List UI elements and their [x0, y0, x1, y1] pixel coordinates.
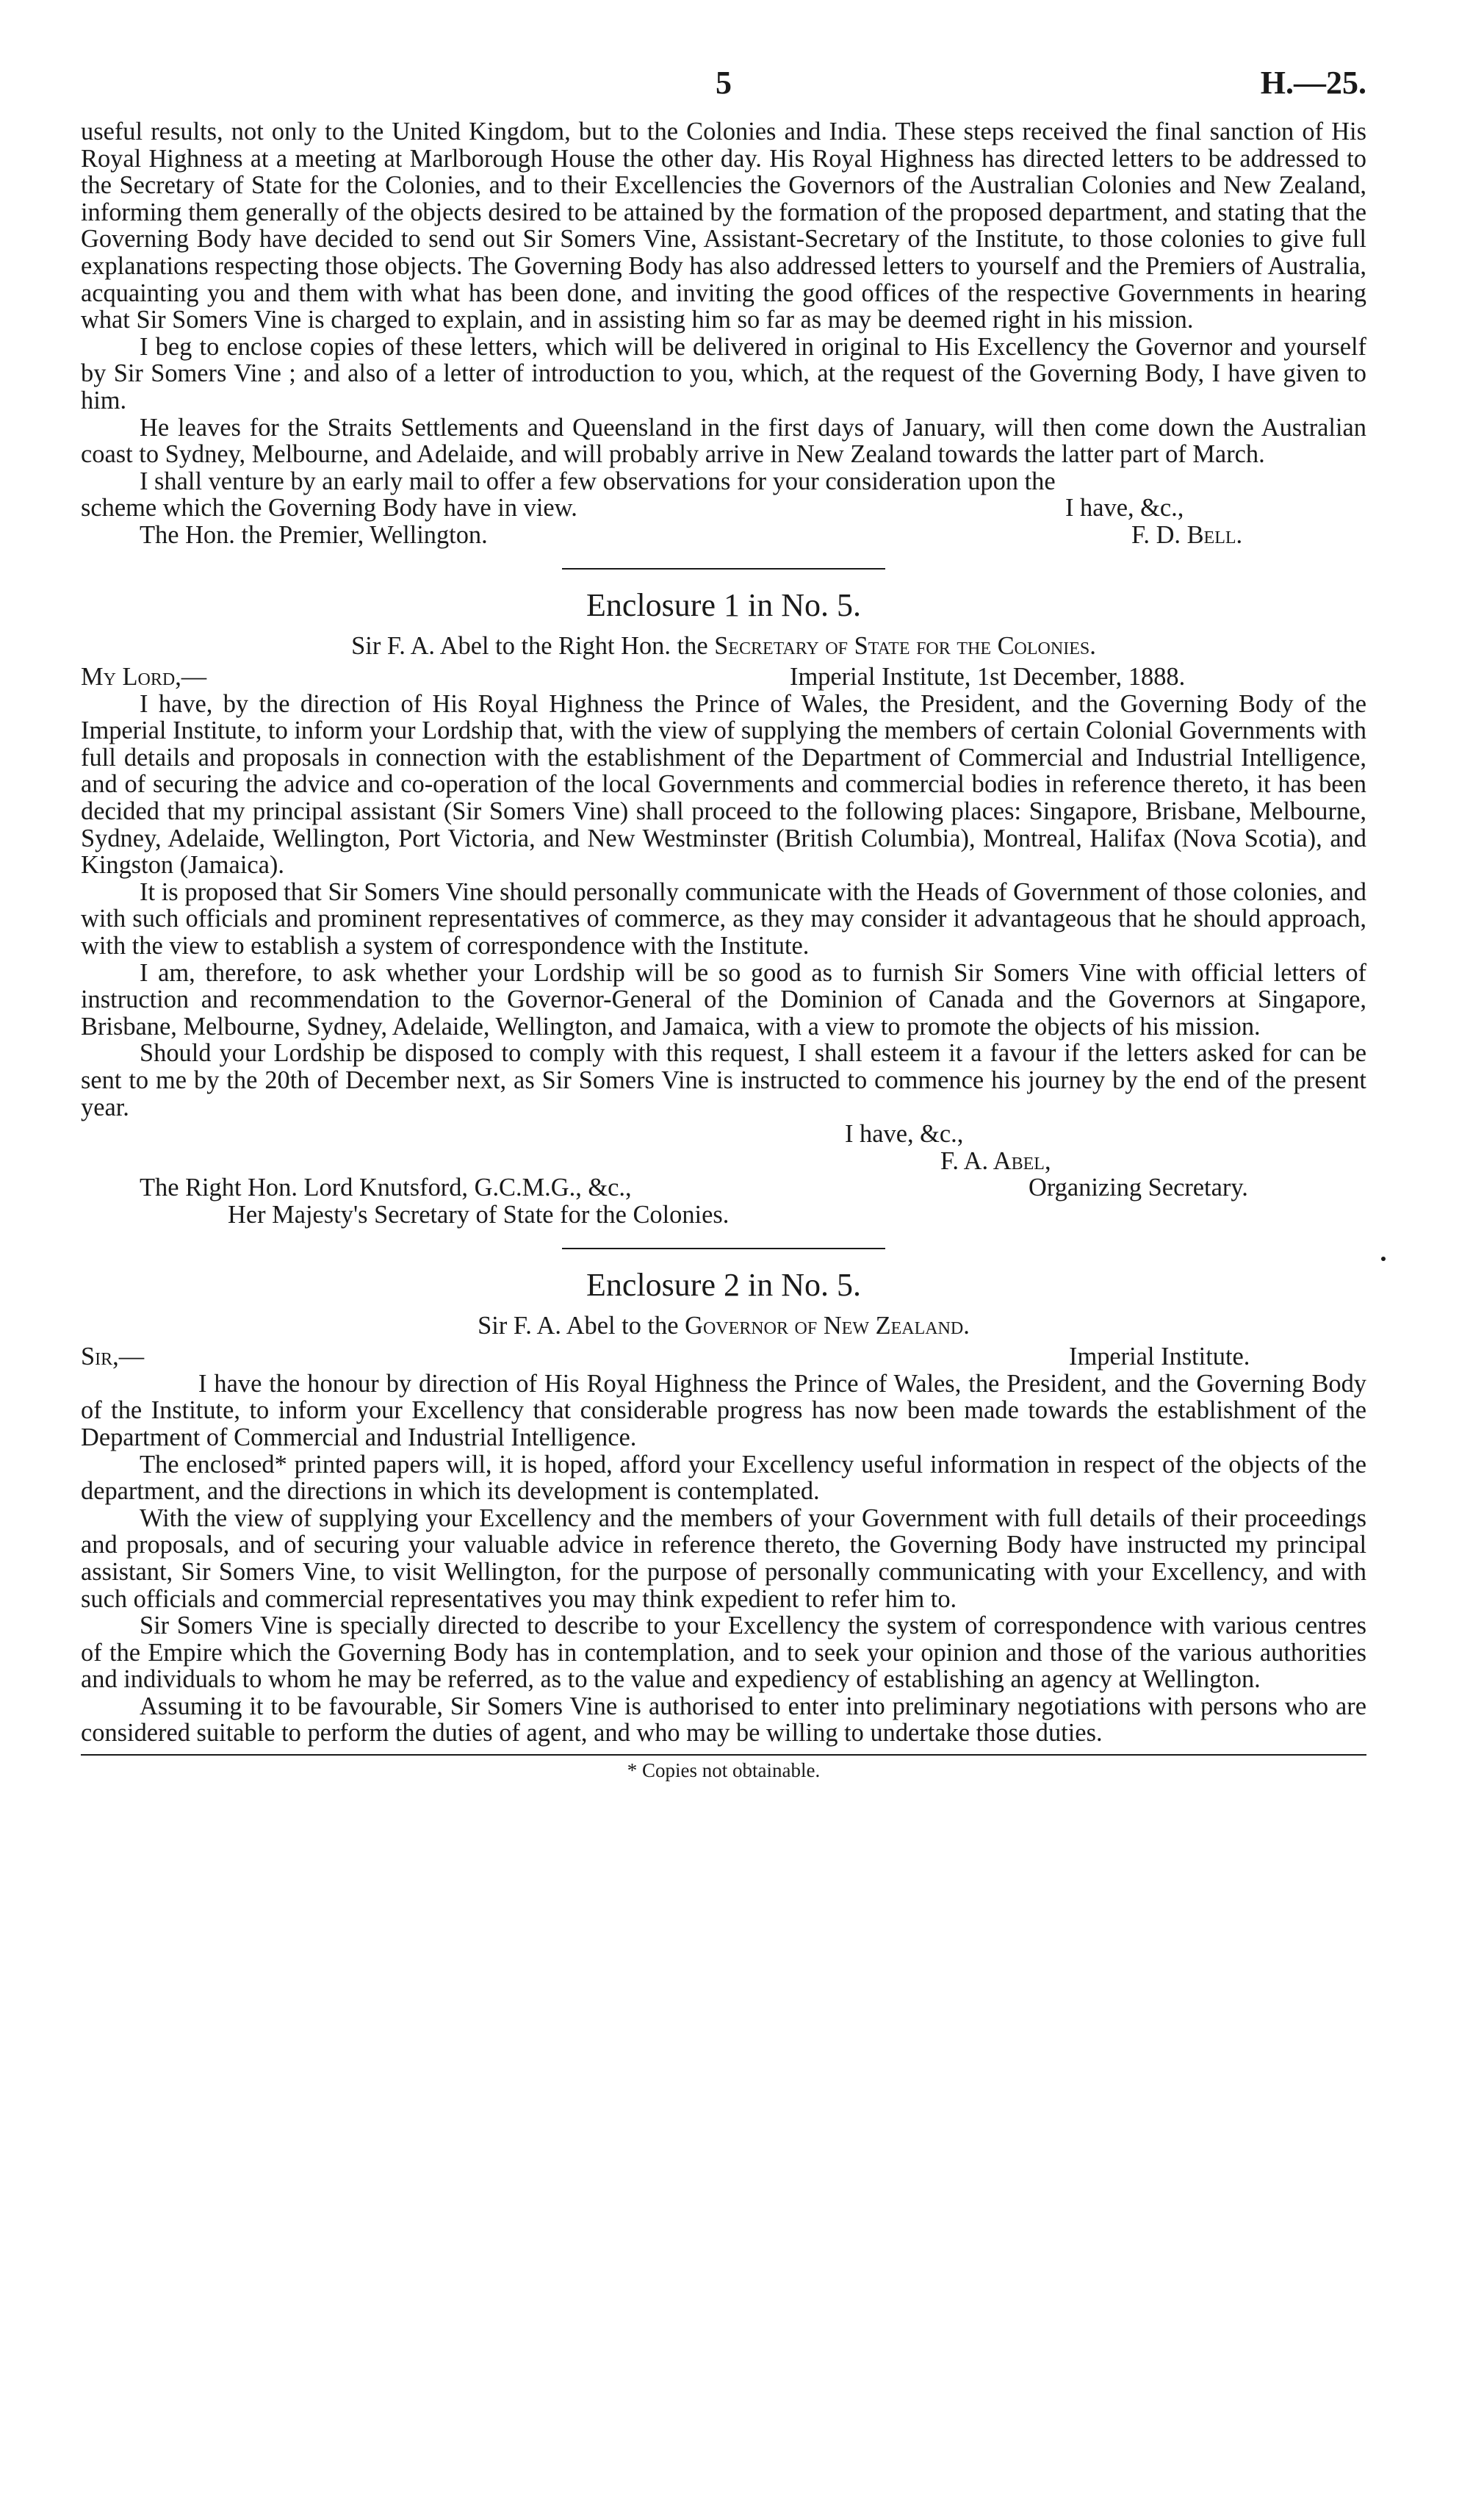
salutation-line	[81, 1343, 1366, 1371]
salutation: My Lord,—	[81, 663, 207, 692]
paragraph: I beg to enclose copies of these letters, which will be delivered in original to His Excellency the Governor and yourself by Sir Somers Vine ; and also of a letter of introduction to you, which, at the request of the Governing Body, I have given to him.	[81, 332, 1366, 414]
section-divider	[562, 568, 885, 570]
enclosure-subheading	[81, 1312, 1366, 1340]
place: Imperial Institute.	[1069, 1343, 1250, 1371]
document-reference: H.—25.	[1260, 65, 1366, 101]
paragraph: I have, by the direction of His Royal Highness the Prince of Wales, the President, and the Governing Body of the Imperial Institute, to inform your Lordship that, with the view of supplying the members of certain Colonial Governments with full details and proposals in connection with the establishment of the Department of Commercial and Industrial Intelligence, and of securing the advice and co-operation of the local Governments and commercial bodies in reference thereto, it has been decided that my principal assistant (Sir Somers Vine) shall proceed to the following places: Singapore, Brisbane, Melbourne, Sydney, Adelaide, Wellington, Port Victoria, and New Westminster (British Columbia), Montreal, Halifax (Nova Scotia), and Kingston (Jamaica).	[81, 689, 1366, 880]
paragraph: Should your Lordship be disposed to comply with this request, I shall esteem it a favour if the letters asked for can be sent to me by the 20th of December next, as Sir Somers Vine is instructed to commence his journey by the end of the present year.	[81, 1039, 1366, 1121]
closing: I have, &c.,	[845, 1120, 964, 1149]
paragraph: With the view of supplying your Excellency and the members of your Government with full details of their proceedings and proposals, and of securing your valuable advice in reference thereto, the Governing Body have instructed my principal assistant, Sir Somers Vine, to visit Wellington, for the purpose of personally communicating with your Excellency, and with such officials and commercial representatives you may think expedient to refer him to.	[81, 1504, 1366, 1613]
page-number: 5	[716, 65, 732, 101]
signature-line	[81, 1148, 1366, 1175]
signatory-title: Organizing Secretary.	[1029, 1174, 1248, 1202]
section-divider	[562, 1248, 885, 1249]
signature: F. D. Bell.	[1131, 520, 1243, 549]
sender: Sir F. A. Abel to the Right Hon. the	[351, 631, 708, 660]
paragraph: I have the honour by direction of His Royal Highness the Prince of Wales, the President, and the Governing Body of the Institute, to inform your Excellency that considerable progress has now been made towards the establishment of the Department of Commercial and Industrial Intelligence.	[81, 1369, 1366, 1451]
addressee: The Hon. the Premier, Wellington.	[140, 520, 488, 549]
paragraph: Sir Somers Vine is specially directed to describe to your Excellency the system of correspondence with various centres of the Empire which the Governing Body has in contemplation, and to seek your opinion and those of the various authorities and individuals to whom he may be referred, as to the value and expediency of establishing an agency at Wellington.	[81, 1612, 1366, 1694]
closing-line	[81, 495, 1366, 522]
enclosure-heading: Enclosure 2 in No. 5.	[586, 1266, 861, 1303]
enclosure-2	[81, 1267, 1366, 1748]
signature: F. A. Abel,	[940, 1146, 1051, 1175]
place-date: Imperial Institute, 1st December, 1888.	[790, 663, 1186, 692]
paragraph: The enclosed* printed papers will, it is hoped, afford your Excellency useful information in respect of the objects of the department, and the directions in which its development is contemplated.	[81, 1450, 1366, 1506]
stray-mark	[1381, 1257, 1386, 1261]
addressee: The Right Hon. Lord Knutsford, G.C.M.G., &c.,	[140, 1174, 632, 1202]
page-header	[81, 65, 1366, 114]
addressee-line	[81, 1174, 1366, 1201]
salutation-line	[81, 664, 1366, 691]
footnote: * Copies not obtainable.	[627, 1759, 821, 1782]
addressee-title: Her Majesty's Secretary of State for the Colonies.	[228, 1200, 730, 1229]
letter-continuation	[81, 118, 1366, 549]
enclosure-subheading	[81, 633, 1366, 660]
paragraph: useful results, not only to the United Kingdom, but to the Colonies and India. These steps received the final sanction of His Royal Highness at a meeting at Marlborough House the other day. His Royal Highness has directed letters to be addressed to the Secretary of State for the Colonies, and to their Excellencies the Governors of the Australian Colonies and New Zealand, informing them generally of the objects desired to be attained by the formation of the proposed department, and stating that the Governing Body have decided to send out Sir Somers Vine, Assistant-Secretary of the Institute, to those colonies to give full explanations respecting those objects. The Governing Body has also addressed letters to yourself and the Premiers of Australia, acquainting you and them with what has been done, and inviting the good offices of the respective Governments in hearing what Sir Somers Vine is charged to explain, and in assisting him so far as may be deemed right in his mission.	[81, 118, 1366, 334]
paragraph: Assuming it to be favourable, Sir Somers Vine is authorised to enter into preliminary negotiations with persons who are considered suitable to perform the duties of agent, and who may be willing to undertake those duties.	[81, 1692, 1366, 1748]
document-page	[81, 65, 1366, 1785]
closing-line	[81, 1121, 1366, 1148]
salutation: Sir,—	[81, 1343, 145, 1371]
paragraph: I am, therefore, to ask whether your Lordship will be so good as to furnish Sir Somers Vine with official letters of instruction and recommendation to the Governor-General of the Dominion of Canada and the Governors at Singapore, Brisbane, Melbourne, Sydney, Adelaide, Wellington, and Jamaica, with a view to promote the objects of his mission.	[81, 958, 1366, 1041]
addressee-line	[81, 522, 1366, 549]
enclosure-1	[81, 587, 1366, 1229]
recipient: Governor of New Zealand.	[685, 1311, 970, 1340]
paragraph: It is proposed that Sir Somers Vine should personally communicate with the Heads of Government of those colonies, and with such officials and prominent representatives of commerce, as they may consider it advantageous that he should approach, with the view to establish a system of correspondence with the Institute.	[81, 877, 1366, 960]
paragraph-end: scheme which the Governing Body have in view.	[81, 494, 577, 522]
divider-row	[81, 1248, 1366, 1249]
addressee-line	[81, 1201, 1366, 1229]
paragraph: I shall venture by an early mail to offer a few observations for your consideration upon the	[140, 467, 1056, 495]
recipient: Secretary of State for the Colonies.	[714, 631, 1096, 660]
sender: Sir F. A. Abel to the	[478, 1311, 679, 1340]
enclosure-heading: Enclosure 1 in No. 5.	[586, 586, 861, 623]
closing: I have, &c.,	[1065, 494, 1184, 522]
paragraph: He leaves for the Straits Settlements and Queensland in the first days of January, will then come down the Australian coast to Sydney, Melbourne, and Adelaide, and will probably arrive in New Zealand towards the latter part of March.	[81, 413, 1366, 469]
